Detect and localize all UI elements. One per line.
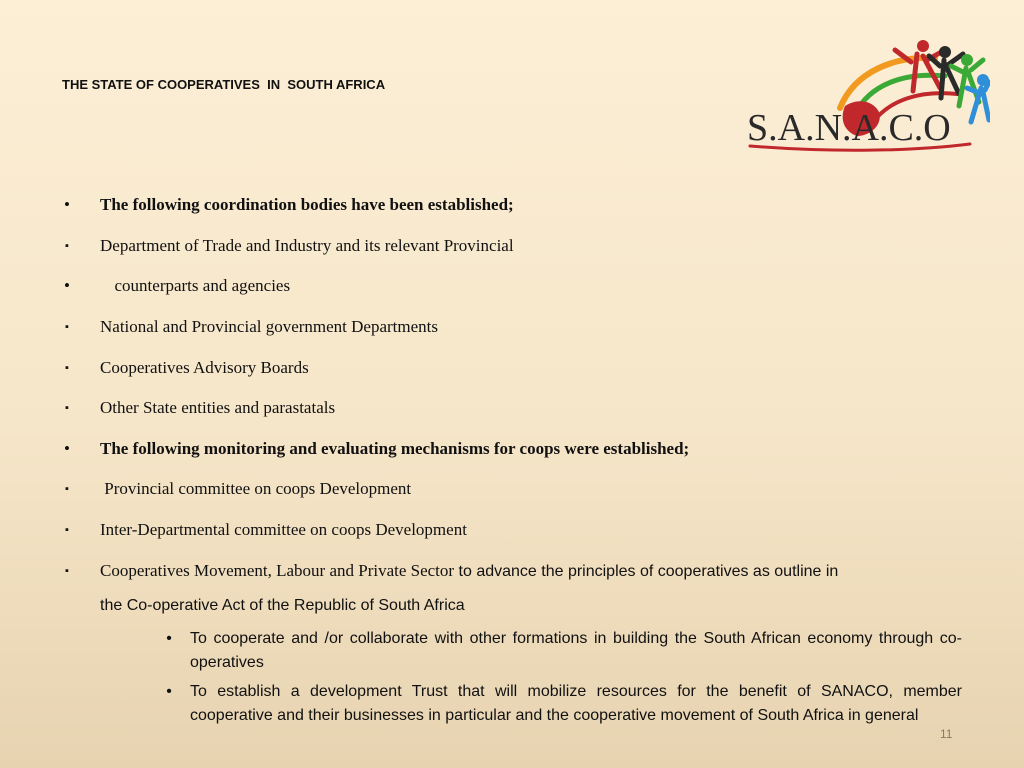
logo-text: S.A.N.A.C.O — [747, 107, 951, 149]
square-bullet-marker: ▪ — [65, 524, 69, 536]
list-item-text-tail: to advance the principles of cooperatives as outline in — [454, 563, 839, 580]
list-item-text: Department of Trade and Industry and its relevant Provincial — [100, 236, 514, 255]
bullet-marker: • — [166, 683, 172, 700]
bullet-marker: • — [64, 195, 70, 214]
sub-list-item-text: To cooperate and /or collaborate with other formations in building the South African economy through co-operatives — [190, 630, 962, 671]
list-item-text: Cooperatives Movement, Labour and Private Sector — [100, 561, 455, 580]
square-bullet-marker: ▪ — [65, 321, 69, 333]
list-item-line — [100, 561, 838, 582]
list-item-text: Other State entities and parastatals — [100, 398, 336, 417]
list-item-text: Cooperatives Advisory Boards — [100, 358, 309, 377]
square-bullet-marker: ▪ — [65, 240, 69, 252]
square-bullet-marker: ▪ — [65, 402, 69, 414]
bullet-marker: • — [64, 439, 70, 458]
list-item-text: Provincial committee on coops Development — [100, 479, 412, 498]
section-heading-monitoring: The following monitoring and evaluating mechanisms for coops were established; — [100, 439, 690, 458]
section-heading-coordination: The following coordination bodies have been established; — [100, 195, 514, 214]
slide-title: THE STATE OF COOPERATIVES IN SOUTH AFRICA — [62, 77, 386, 92]
sub-list-item — [162, 627, 962, 675]
page-number: 11 — [940, 727, 953, 741]
bullet-marker: • — [166, 630, 172, 647]
sub-list-item-text: To establish a development Trust that will mobilize resources for the benefit of SANACO, member cooperative and their businesses in particular and the cooperative movement of South Africa in general — [190, 683, 962, 724]
list-item-text: National and Provincial government Departments — [100, 317, 439, 336]
list-item-text: counterparts and agencies — [106, 276, 291, 295]
bullet-marker: • — [64, 276, 70, 295]
sub-list-item — [162, 680, 962, 728]
square-bullet-marker: ▪ — [65, 565, 69, 577]
sanaco-logo — [745, 36, 990, 154]
square-bullet-marker: ▪ — [65, 362, 69, 374]
list-item-text: Inter-Departmental committee on coops Development — [100, 520, 467, 539]
list-item-continuation: the Co-operative Act of the Republic of South Africa — [100, 597, 465, 614]
square-bullet-marker: ▪ — [65, 483, 69, 495]
